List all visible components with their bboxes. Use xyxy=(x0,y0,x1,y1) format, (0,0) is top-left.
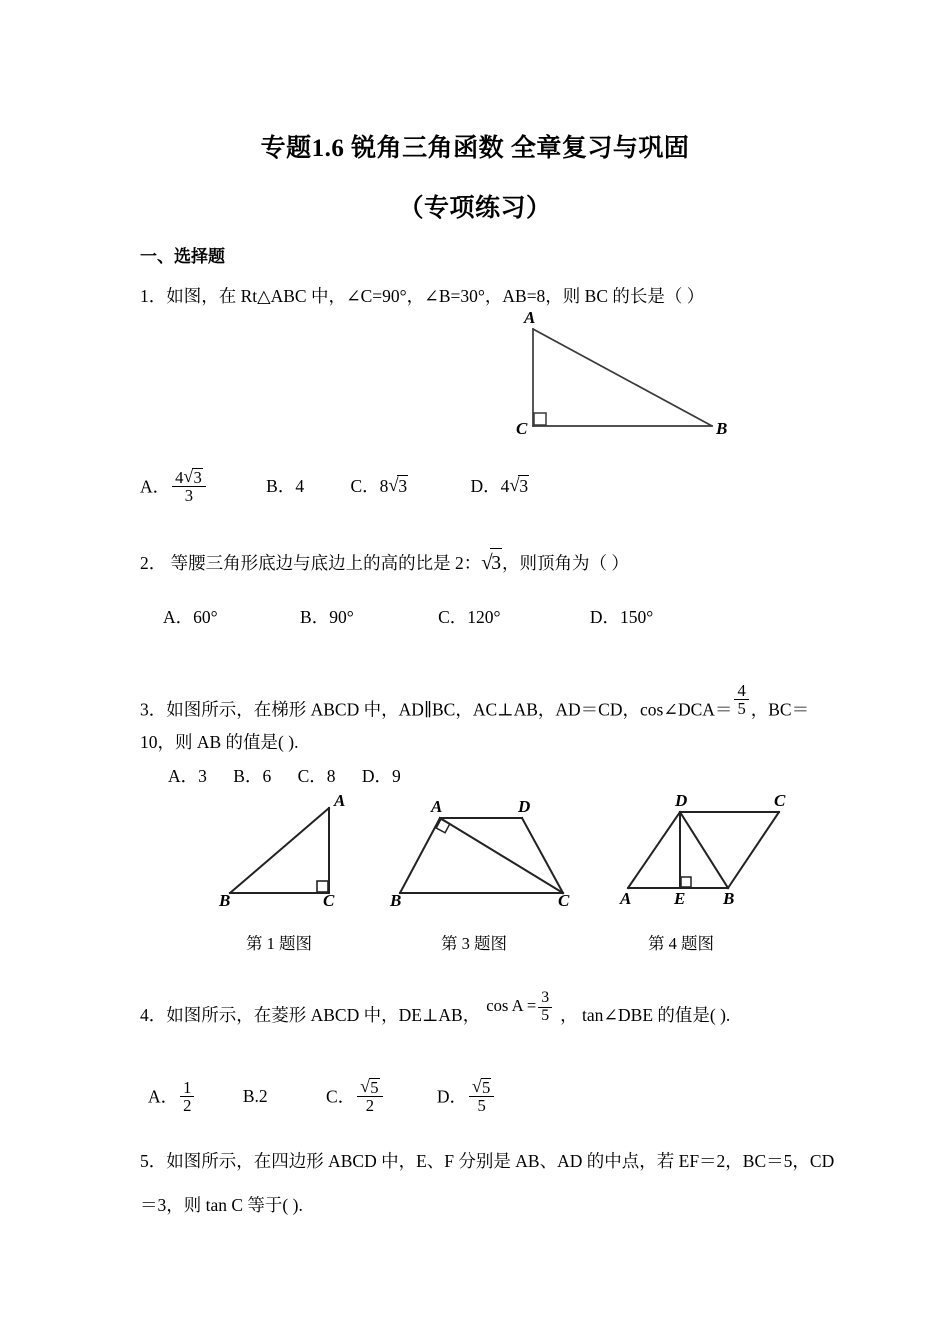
figure-question-3 xyxy=(388,796,578,910)
option-4-d[interactable]: D． √ $\frac{5}{5}$ xyxy=(437,1078,496,1115)
question-3-text-line2: 10，则 AB 的值是( ). xyxy=(140,732,299,752)
option-1-d[interactable]: D．4 √ 3 xyxy=(471,473,530,498)
question-2-options xyxy=(163,604,653,629)
question-3-options xyxy=(168,763,401,788)
figure-question-1 xyxy=(210,791,360,910)
vertex-label-b: B xyxy=(723,889,735,908)
page-title: 专题1.6 锐角三角函数 全章复习与巩固 xyxy=(260,135,690,162)
question-5-text-line2: ＝3，则 tan C 等于( ). xyxy=(140,1195,303,1215)
option-1-b[interactable]: B．4 xyxy=(266,476,305,497)
vertex-label-d: D xyxy=(675,791,688,810)
vertex-label-c: C xyxy=(516,419,528,438)
right-angle-marker xyxy=(681,877,691,887)
option-1-c[interactable]: C．8 √ 3 xyxy=(350,473,408,498)
figure-caption-3: 第 3 题图 xyxy=(441,934,507,953)
option-2-a[interactable]: A．60° xyxy=(163,607,218,627)
question-1-figure xyxy=(500,308,735,438)
option-1-a[interactable]: A． $\frac{4 √ 3}{3}$ xyxy=(140,468,208,505)
option-3-d[interactable]: D．9 xyxy=(361,766,401,786)
option-2-c[interactable]: C．120° xyxy=(438,607,501,627)
vertex-label-a: A xyxy=(524,308,536,327)
right-angle-marker xyxy=(534,413,546,425)
question-3-text-line1: 3．如图所示，在梯形 ABCD 中，AD∥BC，AC⊥AB，AD＝CD，cos∠DCA＝ $\frac{4}{5}$ ，BC＝ xyxy=(140,681,810,720)
vertex-label-a: A xyxy=(431,797,443,816)
question-5-text-line1: 5．如图所示，在四边形 ABCD 中，E、F 分别是 AB、AD 的中点，若 EF＝2，BC＝5，CD xyxy=(140,1151,835,1171)
question-1-text: 1．如图，在 Rt△ABC 中，∠C=90°，∠B=30°，AB=8，则 BC 的长是（ ） xyxy=(140,286,705,306)
vertex-label-a: A xyxy=(334,791,346,810)
vertex-label-c: C xyxy=(774,791,786,810)
vertex-label-b: B xyxy=(219,891,231,910)
question-2-text: 2． 等腰三角形底边与底边上的高的比是 2： √ 3，则顶角为（ ） xyxy=(140,548,629,578)
figure-question-4 xyxy=(618,791,798,908)
option-3-b[interactable]: B．6 xyxy=(233,766,272,786)
vertex-label-b: B xyxy=(716,419,728,438)
section-heading: 一、选择题 xyxy=(140,247,225,266)
figure-caption-4: 第 4 题图 xyxy=(648,934,714,953)
vertex-label-c: C xyxy=(323,891,335,910)
vertex-label-c: C xyxy=(558,891,570,910)
option-3-c[interactable]: C．8 xyxy=(297,766,336,786)
figure-caption-1: 第 1 题图 xyxy=(246,934,312,953)
option-4-a[interactable]: A． $\frac{1}{2}$ xyxy=(148,1079,196,1115)
option-2-d[interactable]: D．150° xyxy=(589,607,654,627)
question-4-options xyxy=(148,1078,496,1115)
vertex-label-e: E xyxy=(674,889,686,908)
vertex-label-d: D xyxy=(518,797,531,816)
option-3-a[interactable]: A．3 xyxy=(168,766,207,786)
question-4-text: 4．如图所示，在菱形 ABCD 中，DE⊥AB， cos A = $\frac{3}{5}$ ， tan∠DBE 的值是( ). xyxy=(140,989,731,1025)
option-2-b[interactable]: B．90° xyxy=(300,607,354,627)
question-1-options xyxy=(140,468,529,505)
page-subtitle: （专项练习） xyxy=(398,195,552,222)
option-4-c[interactable]: C． √ $\frac{5}{2}$ xyxy=(326,1078,385,1115)
option-4-b[interactable]: B.2 xyxy=(242,1086,268,1107)
vertex-label-a: A xyxy=(620,889,632,908)
vertex-label-b: B xyxy=(390,891,402,910)
